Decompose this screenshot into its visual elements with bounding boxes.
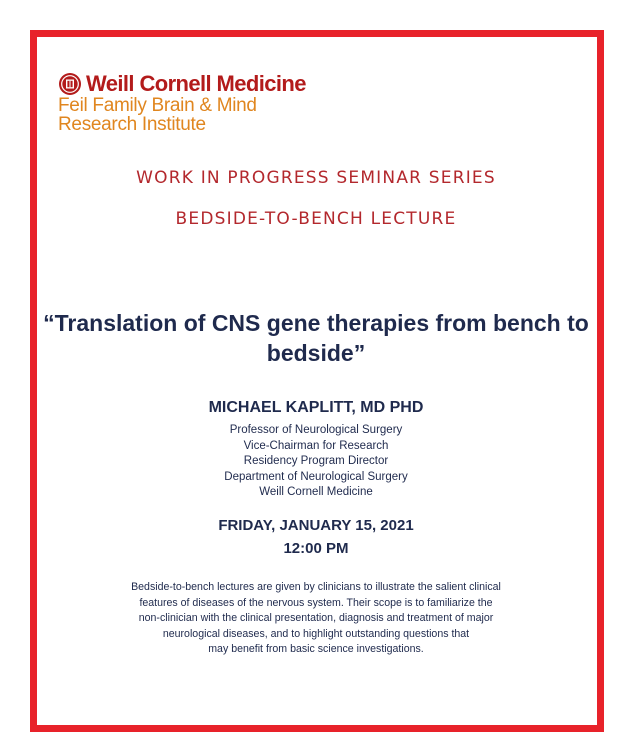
speaker-role: Professor of Neurological Surgery (229, 424, 403, 436)
talk-title-line-2: bedside” (266, 340, 366, 366)
talk-title (40, 308, 592, 368)
description-line: neurological diseases, and to highlight outstanding questions that (162, 627, 470, 640)
speaker-role: Residency Program Director (243, 455, 389, 467)
description-line: non-clinician with the clinical presentation, diagnosis and treatment of major (138, 612, 494, 624)
description-line: Bedside-to-bench lectures are given by clinicians to illustrate the salient clinical (131, 581, 501, 593)
description-line: may benefit from basic science investigations. (208, 643, 424, 655)
speaker-name: MICHAEL KAPLITT, MD PHD (208, 399, 424, 416)
logo-subtitle-1: Feil Family Brain & Mind (58, 95, 257, 116)
series-heading: WORK IN PROGRESS SEMINAR SERIES (136, 168, 496, 188)
talk-title-line-1: “Translation of CNS gene therapies from bench to (43, 310, 589, 336)
logo-subtitle-2: Research Institute (58, 114, 206, 135)
description-line: features of diseases of the nervous system. Their scope is to familiarize the (139, 596, 493, 609)
speaker-roles (0, 423, 632, 501)
lecture-heading: BEDSIDE-TO-BENCH LECTURE (175, 209, 457, 229)
description (80, 580, 552, 658)
institution-logo (58, 72, 306, 134)
seal-icon (58, 72, 82, 96)
speaker-role: Weill Cornell Medicine (259, 486, 373, 498)
speaker-role: Vice-Chairman for Research (243, 439, 389, 452)
speaker-role: Department of Neurological Surgery (224, 470, 408, 483)
logo-name: Weill Cornell Medicine (86, 71, 306, 96)
event-date: FRIDAY, JANUARY 15, 2021 (218, 517, 414, 534)
event-time: 12:00 PM (283, 540, 349, 557)
